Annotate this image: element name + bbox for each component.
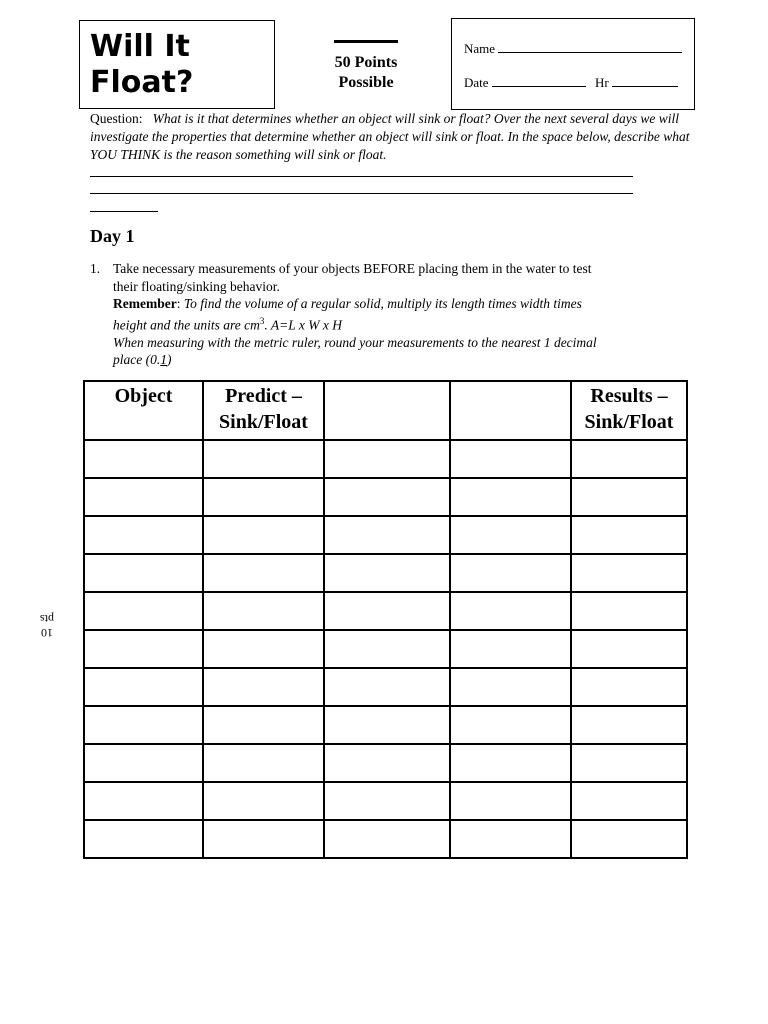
table-cell[interactable] bbox=[203, 706, 324, 744]
instruction-item bbox=[90, 260, 670, 369]
table-cell[interactable] bbox=[571, 820, 687, 858]
remember-label: Remember bbox=[113, 296, 177, 311]
remember-text: To find the volume of a regular solid, multiply its length times width times bbox=[180, 296, 582, 311]
table-row bbox=[84, 820, 687, 858]
table-cell[interactable] bbox=[450, 706, 571, 744]
instruction-line-2: their floating/sinking behavior. bbox=[113, 278, 280, 294]
table-row bbox=[84, 440, 687, 478]
table-cell[interactable] bbox=[84, 668, 203, 706]
table-cell[interactable] bbox=[203, 440, 324, 478]
table-row bbox=[84, 630, 687, 668]
table-cell[interactable] bbox=[84, 744, 203, 782]
side-label-line-1: 10 bbox=[41, 626, 53, 640]
table-cell[interactable] bbox=[324, 782, 450, 820]
table-cell[interactable] bbox=[450, 592, 571, 630]
instruction-line-1: Take necessary measurements of your objects BEFORE placing them in the water to test bbox=[113, 261, 592, 276]
volume-superscript: 3 bbox=[259, 315, 265, 326]
header-predict bbox=[203, 381, 324, 440]
date-label: Date bbox=[464, 75, 489, 90]
table-cell[interactable] bbox=[324, 478, 450, 516]
table-cell[interactable] bbox=[84, 554, 203, 592]
name-field[interactable] bbox=[498, 40, 682, 53]
table-cell[interactable] bbox=[324, 820, 450, 858]
table-row bbox=[84, 706, 687, 744]
table-cell[interactable] bbox=[203, 668, 324, 706]
table-cell[interactable] bbox=[571, 630, 687, 668]
table-cell[interactable] bbox=[450, 820, 571, 858]
table-row bbox=[84, 782, 687, 820]
title-box bbox=[79, 20, 275, 109]
table-cell[interactable] bbox=[203, 554, 324, 592]
title-line-1: Will It bbox=[90, 29, 190, 64]
remember-line bbox=[113, 295, 670, 313]
table-cell[interactable] bbox=[84, 630, 203, 668]
header-results-line-2: Sink/Float bbox=[584, 411, 674, 433]
side-points-label bbox=[30, 600, 64, 640]
question-paragraph bbox=[90, 110, 690, 164]
day-heading: Day 1 bbox=[90, 226, 135, 246]
table-cell[interactable] bbox=[203, 820, 324, 858]
table-cell[interactable] bbox=[324, 630, 450, 668]
table-body bbox=[84, 440, 687, 858]
table-row bbox=[84, 744, 687, 782]
question-label: Question: bbox=[90, 111, 143, 126]
date-field[interactable] bbox=[492, 74, 586, 87]
table-cell[interactable] bbox=[450, 554, 571, 592]
header-blank-1[interactable] bbox=[324, 381, 450, 440]
table-cell[interactable] bbox=[84, 706, 203, 744]
table-cell[interactable] bbox=[450, 516, 571, 554]
table-cell[interactable] bbox=[450, 630, 571, 668]
metric-line-2 bbox=[113, 351, 670, 369]
table-cell[interactable] bbox=[84, 592, 203, 630]
points-possible bbox=[318, 53, 414, 93]
table-cell[interactable] bbox=[571, 782, 687, 820]
table-cell[interactable] bbox=[84, 440, 203, 478]
header-predict-line-1: Predict – bbox=[225, 385, 302, 407]
metric-text-2b: 1 bbox=[160, 352, 167, 367]
table-row bbox=[84, 554, 687, 592]
table-cell[interactable] bbox=[450, 782, 571, 820]
table-cell[interactable] bbox=[571, 478, 687, 516]
title-line-2: Float? bbox=[90, 65, 194, 100]
table-row bbox=[84, 478, 687, 516]
metric-line-1 bbox=[113, 334, 670, 352]
table-cell[interactable] bbox=[324, 440, 450, 478]
table-header-row bbox=[84, 381, 687, 440]
table-cell[interactable] bbox=[203, 782, 324, 820]
volume-formula: . A=L x W x H bbox=[264, 317, 342, 332]
table-cell[interactable] bbox=[203, 478, 324, 516]
hr-label: Hr bbox=[595, 75, 609, 90]
table-cell[interactable] bbox=[450, 744, 571, 782]
table-row bbox=[84, 592, 687, 630]
table-cell[interactable] bbox=[84, 820, 203, 858]
table-cell[interactable] bbox=[571, 516, 687, 554]
table-cell[interactable] bbox=[571, 592, 687, 630]
name-label: Name bbox=[464, 41, 496, 56]
header-results-line-1: Results – bbox=[590, 385, 668, 407]
table-cell[interactable] bbox=[203, 516, 324, 554]
table-cell[interactable] bbox=[450, 478, 571, 516]
data-table bbox=[83, 380, 688, 859]
remember-colon: : bbox=[176, 296, 181, 311]
header-object-text: Object bbox=[114, 385, 173, 407]
hr-field[interactable] bbox=[612, 74, 678, 87]
table-cell[interactable] bbox=[571, 440, 687, 478]
header-results bbox=[571, 381, 687, 440]
table-row bbox=[84, 668, 687, 706]
metric-text-2a: place (0. bbox=[113, 352, 161, 367]
table-cell[interactable] bbox=[324, 516, 450, 554]
points-rule bbox=[334, 40, 398, 43]
table-cell[interactable] bbox=[203, 592, 324, 630]
table-cell[interactable] bbox=[84, 516, 203, 554]
table-cell[interactable] bbox=[450, 440, 571, 478]
question-text: What is it that determines whether an object will sink or float? Over the next several days we will investigate the properties that determine whether an object will sink or float. In the space below, describe what YOU THINK is the reason something will sink or float. bbox=[90, 111, 690, 162]
table-cell[interactable] bbox=[571, 744, 687, 782]
table-cell[interactable] bbox=[571, 554, 687, 592]
table-cell[interactable] bbox=[324, 668, 450, 706]
table-cell[interactable] bbox=[203, 630, 324, 668]
volume-text: height and the units are cm bbox=[113, 317, 260, 332]
name-date-box bbox=[451, 18, 695, 110]
points-line-2: Possible bbox=[338, 74, 394, 91]
table-cell[interactable] bbox=[324, 554, 450, 592]
table-cell[interactable] bbox=[324, 592, 450, 630]
table-cell[interactable] bbox=[84, 782, 203, 820]
table-cell[interactable] bbox=[571, 668, 687, 706]
instruction-body bbox=[113, 260, 670, 369]
table-cell[interactable] bbox=[324, 706, 450, 744]
name-row bbox=[464, 40, 682, 57]
table-cell[interactable] bbox=[450, 668, 571, 706]
side-label-line-2: pts bbox=[40, 612, 55, 626]
metric-text-2c: ) bbox=[166, 352, 172, 367]
table-cell[interactable] bbox=[203, 744, 324, 782]
metric-text-1: When measuring with the metric ruler, round your measurements to the nearest 1 decimal bbox=[113, 334, 597, 350]
table-row bbox=[84, 516, 687, 554]
answer-line-1[interactable] bbox=[90, 176, 633, 177]
header-object bbox=[84, 381, 203, 440]
header-predict-line-2: Sink/Float bbox=[219, 411, 308, 433]
date-row bbox=[464, 74, 678, 91]
header-blank-2[interactable] bbox=[450, 381, 571, 440]
worksheet-title bbox=[90, 29, 193, 101]
points-line-1: 50 Points bbox=[334, 54, 398, 71]
table-cell[interactable] bbox=[571, 706, 687, 744]
instruction-number: 1. bbox=[90, 261, 101, 276]
answer-line-3[interactable] bbox=[90, 211, 158, 212]
table-cell[interactable] bbox=[324, 744, 450, 782]
answer-line-2[interactable] bbox=[90, 193, 633, 194]
table-cell[interactable] bbox=[84, 478, 203, 516]
volume-line bbox=[113, 313, 670, 334]
